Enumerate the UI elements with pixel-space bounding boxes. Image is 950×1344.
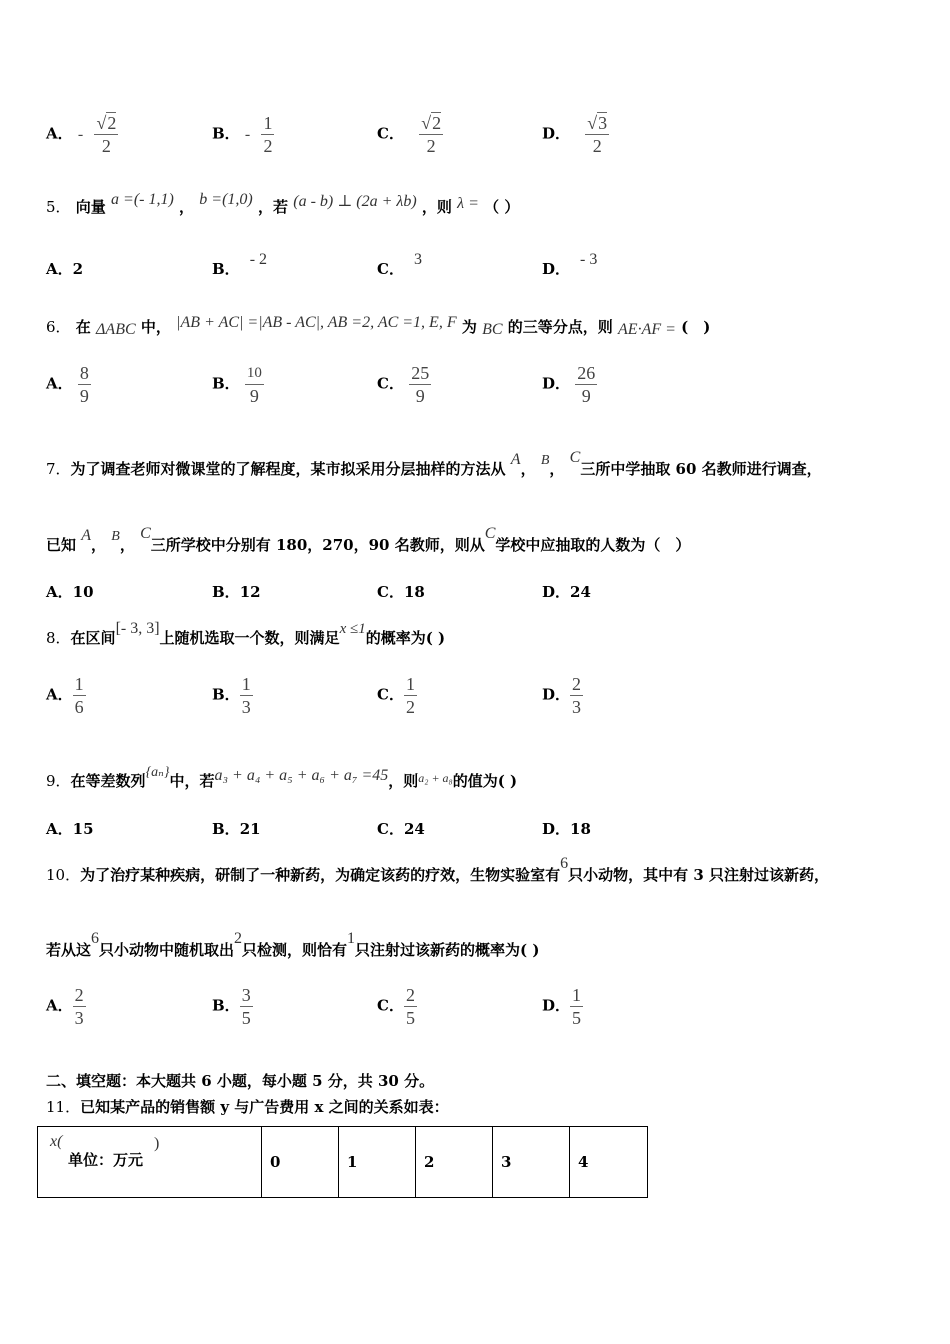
option-label: C． — [377, 583, 404, 601]
option-label: A． — [46, 685, 73, 704]
math-school-b: B — [111, 529, 120, 544]
unit-label: 单位：万元 — [68, 1151, 144, 1169]
answer-blank: 的值为( ) — [452, 772, 518, 790]
q8-option-b[interactable] — [212, 673, 253, 718]
math-condition: (a - b) ⊥ (2a + λb) — [293, 193, 417, 210]
option-label: B． — [212, 820, 240, 838]
denominator: 3 — [572, 697, 582, 717]
option-label: D． — [542, 374, 571, 393]
option-label: C． — [377, 685, 404, 704]
question-number: 6． — [46, 318, 71, 336]
option-label: C． — [377, 260, 404, 278]
q6-option-c[interactable] — [377, 362, 431, 407]
table-cell: 3 — [493, 1127, 570, 1198]
table-cell: 0 — [262, 1127, 339, 1198]
question-text: ， — [179, 198, 195, 216]
option-value: 24 — [403, 820, 425, 838]
option-label: B． — [212, 996, 240, 1015]
math-school-c: C — [569, 449, 581, 466]
option-label: C． — [377, 820, 404, 838]
option-label: D． — [542, 685, 571, 704]
question-7-line-2 — [46, 525, 691, 555]
option-label: A． — [46, 260, 73, 278]
denominator: 2 — [426, 136, 436, 156]
math-vector-b: b =(1,0) — [199, 191, 253, 208]
option-label: D． — [542, 124, 571, 143]
question-text: 三所中学抽取 60 名教师进行调查， — [580, 460, 822, 478]
question-text: 在等差数列 — [70, 772, 146, 790]
option-label: D． — [542, 583, 571, 601]
fraction — [409, 362, 431, 407]
option-value: 21 — [239, 820, 261, 838]
question-text: 为了调查老师对微课堂的了解程度，某市拟采用分层抽样的方法从 — [70, 460, 506, 478]
denominator: 2 — [101, 136, 111, 156]
numerator: 8 — [79, 363, 89, 383]
table-row — [38, 1127, 648, 1198]
denominator: 9 — [581, 386, 591, 406]
fraction: $\frac{√2}{2}$ — [96, 113, 117, 156]
q10-option-d[interactable] — [542, 984, 583, 1029]
question-text: 在 — [75, 318, 91, 336]
denominator: 3 — [74, 1008, 84, 1028]
option-value: 10 — [72, 583, 94, 601]
question-text: 在区间 — [70, 629, 116, 647]
denominator: 2 — [405, 697, 415, 717]
option-label: A． — [46, 996, 73, 1015]
option-value: 18 — [403, 583, 425, 601]
option-label: D． — [542, 996, 571, 1015]
minus-sign: - — [244, 125, 251, 143]
answer-blank: ( ) — [681, 318, 711, 336]
question-text: 三所学校中分别有 180，270，90 名教师，则从 — [150, 536, 485, 554]
denominator: 5 — [572, 1008, 582, 1028]
numerator: 2 — [107, 113, 117, 133]
denominator: 9 — [79, 386, 89, 406]
math-number: 6 — [91, 930, 100, 947]
question-text: ，若 — [257, 198, 288, 216]
option-label: D． — [542, 820, 571, 838]
option-value: 3 — [413, 251, 422, 268]
numerator: 1 — [572, 985, 582, 1005]
option-label: A． — [46, 124, 73, 143]
punctuation: ， — [91, 536, 107, 554]
option-label: C． — [377, 124, 404, 143]
q10-option-b[interactable] — [212, 984, 253, 1029]
fraction — [245, 362, 264, 407]
numerator: 1 — [263, 113, 273, 133]
math-school-a: A — [510, 451, 521, 468]
denominator: 5 — [405, 1008, 415, 1028]
denominator: 3 — [241, 697, 251, 717]
math-number: 1 — [347, 930, 356, 947]
q5-option-c[interactable] — [377, 251, 422, 279]
q6-option-a[interactable] — [46, 362, 91, 407]
q9-option-d[interactable] — [542, 818, 591, 839]
question-number: 7． — [46, 460, 71, 478]
question-text: 为了治疗某种疾病，研制了一种新药，为确定该药的疗效，生物实验室有 — [80, 866, 561, 884]
fraction — [240, 673, 253, 718]
q9-option-b[interactable] — [212, 818, 261, 839]
numerator: 25 — [411, 363, 430, 383]
option-label: A． — [46, 583, 73, 601]
option-label: B． — [212, 260, 240, 278]
math-school-c: C — [140, 525, 151, 542]
math-segment: BC — [482, 321, 503, 338]
question-8 — [46, 620, 446, 648]
option-value: 15 — [72, 820, 94, 838]
math-variable-x: x( — [50, 1133, 63, 1150]
option-value: - 3 — [580, 251, 598, 268]
question-text: ，则 — [388, 772, 419, 790]
data-table — [37, 1126, 648, 1198]
math-sum: a₃ + a₄ + a₅ + a₆ + a₇ =45 — [214, 767, 389, 784]
fraction — [570, 673, 583, 718]
question-text: 只小动物中随机取出 — [99, 941, 235, 959]
q10-option-a[interactable] — [46, 984, 86, 1029]
section-2-title: 二、填空题：本大题共 6 小题，每小题 5 分，共 30 分。 — [46, 1072, 435, 1090]
fraction — [570, 984, 583, 1029]
option-label: C． — [377, 374, 404, 393]
option-label: B． — [212, 583, 240, 601]
math-sequence: {aₙ} — [145, 765, 170, 780]
numerator: 2 — [74, 985, 84, 1005]
question-text: 若从这 — [46, 941, 92, 959]
numerator: 3 — [598, 113, 608, 133]
table-cell: 4 — [570, 1127, 648, 1198]
math-triangle: ΔABC — [96, 321, 136, 338]
close-paren: ) — [154, 1135, 160, 1152]
option-label: B． — [212, 685, 240, 704]
math-expression: a₂ + a₈ — [418, 771, 453, 785]
answer-blank: 的概率为( ) — [365, 629, 446, 647]
math-lambda: λ = — [457, 195, 479, 212]
q8-option-c[interactable] — [377, 673, 417, 718]
table-cell: 2 — [416, 1127, 493, 1198]
question-text: 已知某产品的销售额 y 与广告费用 x 之间的关系如表： — [80, 1098, 449, 1116]
q10-option-c[interactable] — [377, 984, 417, 1029]
q9-option-c[interactable] — [377, 818, 425, 839]
fraction — [261, 112, 274, 157]
numerator: 2 — [432, 113, 442, 133]
question-7-line-1 — [46, 449, 822, 479]
math-school-c: C — [484, 525, 496, 542]
numerator: 10 — [245, 362, 264, 385]
table-cell: 1 — [339, 1127, 416, 1198]
numerator: 1 — [74, 674, 84, 694]
q4-option-b[interactable] — [212, 112, 274, 157]
fraction — [404, 984, 417, 1029]
question-text: 向量 — [75, 198, 106, 216]
denominator: 2 — [592, 136, 602, 156]
numerator: 1 — [405, 674, 415, 694]
question-number: 9． — [46, 772, 71, 790]
question-10-line-1 — [46, 855, 829, 885]
math-condition: |AB + AC| =|AB - AC|, AB =2, AC =1, E, F — [176, 314, 457, 331]
math-number: 2 — [234, 930, 243, 947]
option-label: B． — [212, 374, 240, 393]
q8-option-a[interactable] — [46, 673, 86, 718]
question-11 — [46, 1096, 449, 1117]
math-number: 6 — [560, 855, 569, 872]
option-label: D． — [542, 260, 571, 278]
question-text: ，则 — [421, 198, 452, 216]
fraction — [575, 362, 597, 407]
fraction — [78, 362, 91, 407]
math-dot-product: AE·AF = — [618, 321, 676, 338]
math-vector-a: a =(- 1,1) — [111, 191, 174, 208]
question-text: 已知 — [46, 536, 77, 554]
option-label: A． — [46, 820, 73, 838]
question-5 — [46, 191, 520, 217]
punctuation: ， — [549, 460, 565, 478]
denominator: 5 — [241, 1008, 251, 1028]
fraction — [73, 673, 86, 718]
q4-option-c[interactable] — [377, 112, 443, 157]
q5-option-d[interactable] — [542, 251, 598, 279]
option-value: - 2 — [249, 251, 268, 268]
numerator: 26 — [577, 363, 596, 383]
denominator: 6 — [74, 697, 84, 717]
question-9 — [46, 765, 518, 791]
q4-option-a[interactable] — [46, 112, 118, 157]
denominator: 9 — [415, 386, 425, 406]
question-6 — [46, 316, 710, 337]
q7-option-b[interactable] — [212, 581, 261, 602]
minus-sign: - — [77, 125, 84, 143]
math-inequality: x ≤1 — [339, 621, 366, 637]
option-value: 2 — [72, 260, 84, 278]
denominator: 9 — [249, 386, 259, 406]
question-text: 上随机选取一个数，则满足 — [159, 629, 340, 647]
q5-option-b[interactable] — [212, 251, 268, 279]
q7-option-a[interactable] — [46, 581, 94, 602]
numerator: 2 — [572, 674, 582, 694]
q5-option-a[interactable] — [46, 258, 83, 279]
punctuation: ， — [520, 460, 536, 478]
denominator: 2 — [263, 136, 273, 156]
question-text: 学校中应抽取的人数为（ ） — [495, 536, 691, 554]
q6-option-d[interactable] — [542, 362, 597, 407]
q7-option-c[interactable] — [377, 581, 425, 602]
fraction — [404, 673, 417, 718]
q7-option-d[interactable] — [542, 581, 591, 602]
fraction: $\frac{√3}{2}$ — [587, 113, 608, 156]
question-text: 只检测，则恰有 — [242, 941, 348, 959]
option-value: 24 — [570, 583, 591, 601]
fraction: $\frac{√2}{2}$ — [421, 113, 442, 156]
q8-option-d[interactable] — [542, 673, 583, 718]
question-number: 11． — [46, 1098, 81, 1116]
punctuation: ， — [119, 536, 135, 554]
option-value: 12 — [239, 583, 261, 601]
question-text: 的三等分点，则 — [507, 318, 613, 336]
question-number: 8． — [46, 629, 71, 647]
q6-option-b[interactable] — [212, 362, 264, 407]
math-school-b: B — [540, 453, 550, 468]
question-text: 中， — [140, 318, 171, 336]
q9-option-a[interactable] — [46, 818, 94, 839]
option-label: B． — [212, 124, 240, 143]
answer-blank: （ ） — [484, 198, 520, 216]
question-text: 中，若 — [169, 772, 215, 790]
table-header-cell — [38, 1127, 262, 1198]
option-label: A． — [46, 374, 73, 393]
numerator: 2 — [405, 985, 415, 1005]
numerator: 1 — [241, 674, 251, 694]
question-text: 为 — [461, 318, 477, 336]
question-number: 10． — [46, 866, 81, 884]
q4-option-d[interactable] — [542, 112, 609, 157]
option-label: C． — [377, 996, 404, 1015]
math-interval: [- 3, 3] — [115, 620, 160, 637]
question-number: 5． — [46, 198, 71, 216]
numerator: 3 — [241, 985, 251, 1005]
fraction — [240, 984, 253, 1029]
answer-blank: 只注射过该新药的概率为( ) — [355, 941, 540, 959]
question-text: 只小动物，其中有 3 只注射过该新药， — [568, 866, 829, 884]
question-10-line-2 — [46, 930, 540, 960]
option-value: 18 — [570, 820, 591, 838]
math-school-a: A — [81, 527, 92, 544]
fraction — [73, 984, 86, 1029]
